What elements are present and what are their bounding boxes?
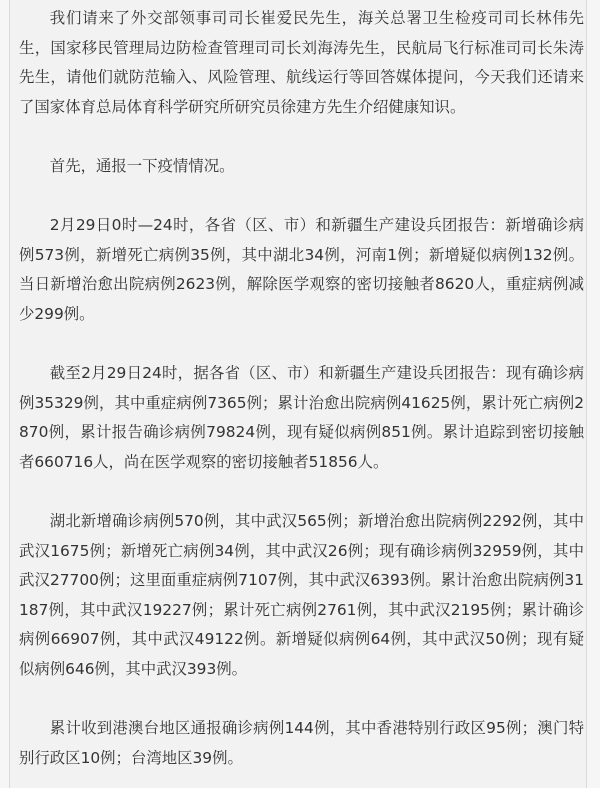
paragraph-hubei-report: 湖北新增确诊病例570例，其中武汉565例；新增治愈出院病例2292例，其中武汉1675例；新增死亡病例34例，其中武汉26例；现有确诊病例32959例，其中武汉27700例；这里面重症病例7107例，其中武汉6393例。累计治愈出院病例31187例，其中武汉19227例；累计死亡病例2761例，其中武汉2195例；累计确诊病例66907例，其中武汉49122例。新增疑似病例64例，其中武汉50例；现有疑似病例646例，其中武汉393例。 [19,512,584,679]
paragraph-guests: 我们请来了外交部领事司司长崔爱民先生，海关总署卫生检疫司司长林伟先生，国家移民管理局边防检查管理司司长刘海涛先生，民航局飞行标准司司长朱涛先生，请他们就防范输入、风险管理、航线运行等回答媒体提问，今天我们还请来了国家体育总局体育科学研究所研究员徐建方先生介绍健康知识。 [19,9,584,116]
paragraph-intro: 首先，通报一下疫情情况。 [49,156,235,175]
paragraph-hk-macao-taiwan: 累计收到港澳台地区通报确诊病例144例，其中香港特别行政区95例；澳门特别行政区10例；台湾地区39例。 [19,719,584,767]
paragraph-cumulative-report: 截至2月29日24时，据各省（区、市）和新疆生产建设兵团报告：现有确诊病例35329例，其中重症病例7365例；累计治愈出院病例41625例，累计死亡病例2870例，累计报告确诊病例79824例，现有疑似病例851例。累计追踪到密切接触者660716人，尚在医学观察的密切接触者51856人。 [19,364,584,471]
article-body [0,4,600,788]
paragraph-daily-report: 2月29日0时—24时，各省（区、市）和新疆生产建设兵团报告：新增确诊病例573例，新增死亡病例35例，其中湖北34例，河南1例；新增疑似病例132例。当日新增治愈出院病例2623例，解除医学观察的密切接触者8620人，重症病例减少299例。 [19,216,584,323]
